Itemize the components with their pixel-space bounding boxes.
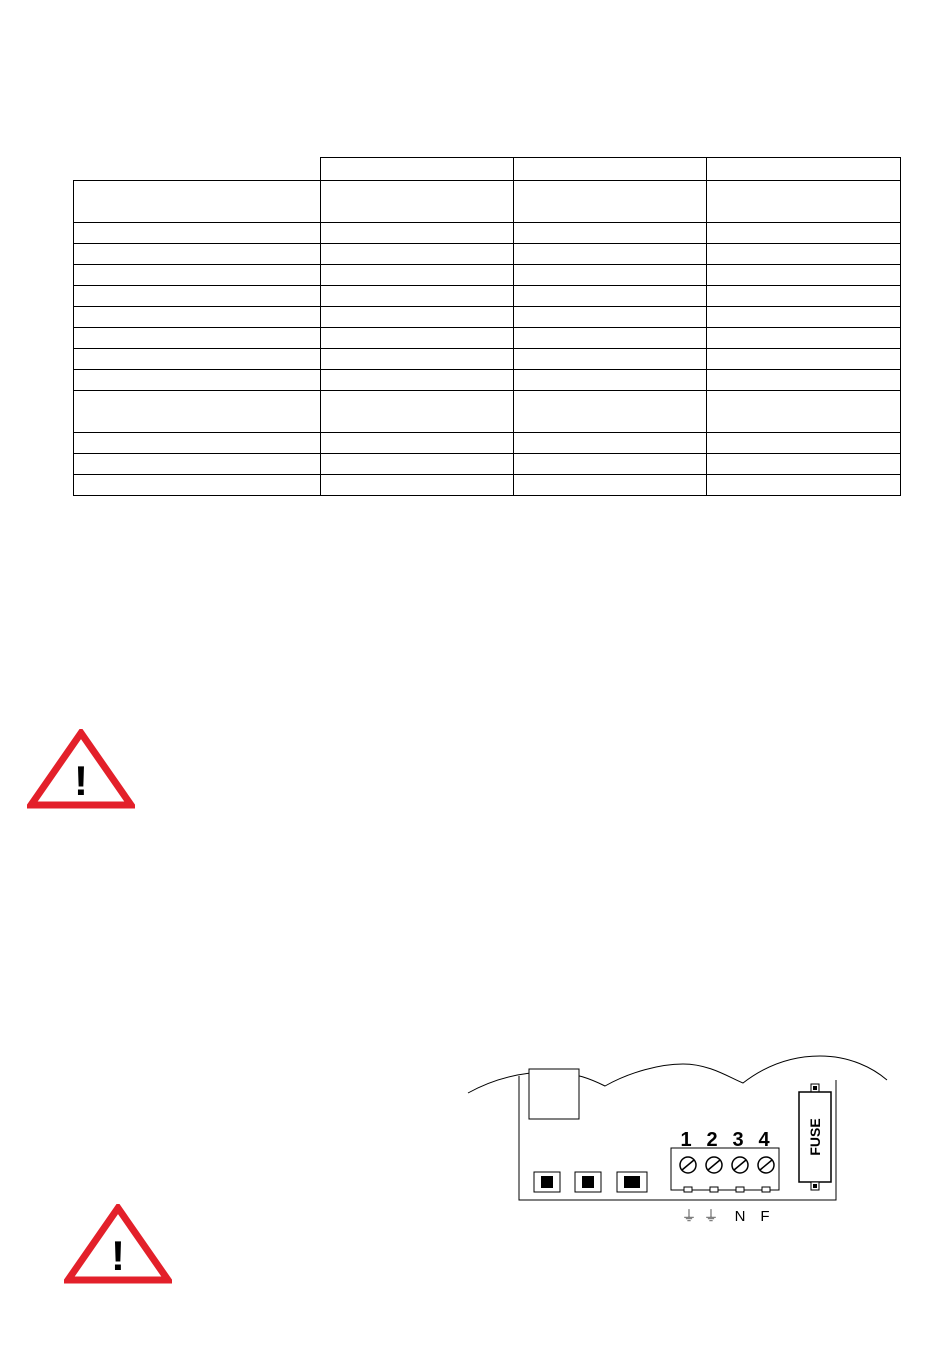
table-cell xyxy=(514,433,707,454)
table-cell xyxy=(707,391,901,433)
table-row xyxy=(74,391,901,433)
exclamation-mark: ! xyxy=(111,1232,125,1279)
table-cell xyxy=(74,349,321,370)
table-cell xyxy=(514,244,707,265)
spec-table-body xyxy=(74,158,901,496)
table-cell xyxy=(74,265,321,286)
table-cell xyxy=(321,244,514,265)
terminal-number-1: 1 xyxy=(680,1129,692,1151)
table-cell xyxy=(321,433,514,454)
table-header-row xyxy=(74,158,901,181)
table-cell xyxy=(707,454,901,475)
small-components xyxy=(534,1172,647,1192)
table-row xyxy=(74,349,901,370)
table-cell xyxy=(514,370,707,391)
warning-triangle-icon xyxy=(64,1204,172,1284)
table-cell xyxy=(74,328,321,349)
table-cell xyxy=(74,370,321,391)
table-cell xyxy=(707,244,901,265)
table-cell xyxy=(514,286,707,307)
table-cell xyxy=(514,307,707,328)
table-cell xyxy=(514,391,707,433)
table-cell xyxy=(74,223,321,244)
table-cell xyxy=(321,454,514,475)
table-row xyxy=(74,286,901,307)
table-cell xyxy=(707,475,901,496)
warning-triangle-icon xyxy=(27,729,135,809)
table-cell xyxy=(321,181,514,223)
table-cell xyxy=(321,328,514,349)
terminal-number-4: 4 xyxy=(758,1129,770,1151)
table-header-cell xyxy=(514,158,707,181)
table-cell xyxy=(321,370,514,391)
table-cell xyxy=(74,454,321,475)
table-header-cell xyxy=(74,158,321,181)
table-row xyxy=(74,265,901,286)
table-row xyxy=(74,433,901,454)
table-row xyxy=(74,244,901,265)
table-cell xyxy=(514,328,707,349)
terminal-label-earth: ⏚ xyxy=(681,1208,697,1225)
terminal-label-phase: F xyxy=(760,1208,770,1225)
table-cell xyxy=(321,265,514,286)
table-cell xyxy=(514,223,707,244)
table-cell xyxy=(321,475,514,496)
table-cell xyxy=(514,265,707,286)
table-cell xyxy=(74,433,321,454)
table-cell xyxy=(707,265,901,286)
table-cell xyxy=(74,286,321,307)
table-row xyxy=(74,454,901,475)
fuse-label: FUSE xyxy=(807,1118,823,1156)
table-cell xyxy=(321,223,514,244)
table-cell xyxy=(707,286,901,307)
table-header-cell xyxy=(707,158,901,181)
table-cell xyxy=(321,391,514,433)
table-cell xyxy=(74,391,321,433)
table-cell xyxy=(514,475,707,496)
table-cell xyxy=(514,349,707,370)
table-header-cell xyxy=(321,158,514,181)
table-row xyxy=(74,307,901,328)
table-cell xyxy=(74,181,321,223)
table-cell xyxy=(707,370,901,391)
exclamation-mark: ! xyxy=(74,757,88,804)
table-cell xyxy=(74,244,321,265)
component-block xyxy=(529,1069,579,1119)
table-cell xyxy=(321,349,514,370)
terminal-label-neutral: N xyxy=(734,1208,746,1225)
table-cell xyxy=(707,181,901,223)
terminal-number-2: 2 xyxy=(706,1129,718,1151)
table-cell xyxy=(707,307,901,328)
table-row xyxy=(74,223,901,244)
terminal-board-diagram xyxy=(465,1050,895,1230)
table-cell xyxy=(514,454,707,475)
table-row xyxy=(74,181,901,223)
terminal-label-earth: ⏚ xyxy=(703,1208,719,1225)
table-cell xyxy=(74,307,321,328)
table-row xyxy=(74,475,901,496)
table-cell xyxy=(707,223,901,244)
spec-table xyxy=(73,157,901,496)
table-cell xyxy=(321,307,514,328)
table-cell xyxy=(321,286,514,307)
table-cell xyxy=(514,181,707,223)
table-cell xyxy=(74,475,321,496)
table-row xyxy=(74,370,901,391)
table-cell xyxy=(707,349,901,370)
table-cell xyxy=(707,433,901,454)
table-cell xyxy=(707,328,901,349)
terminal-number-3: 3 xyxy=(732,1129,744,1151)
table-row xyxy=(74,328,901,349)
